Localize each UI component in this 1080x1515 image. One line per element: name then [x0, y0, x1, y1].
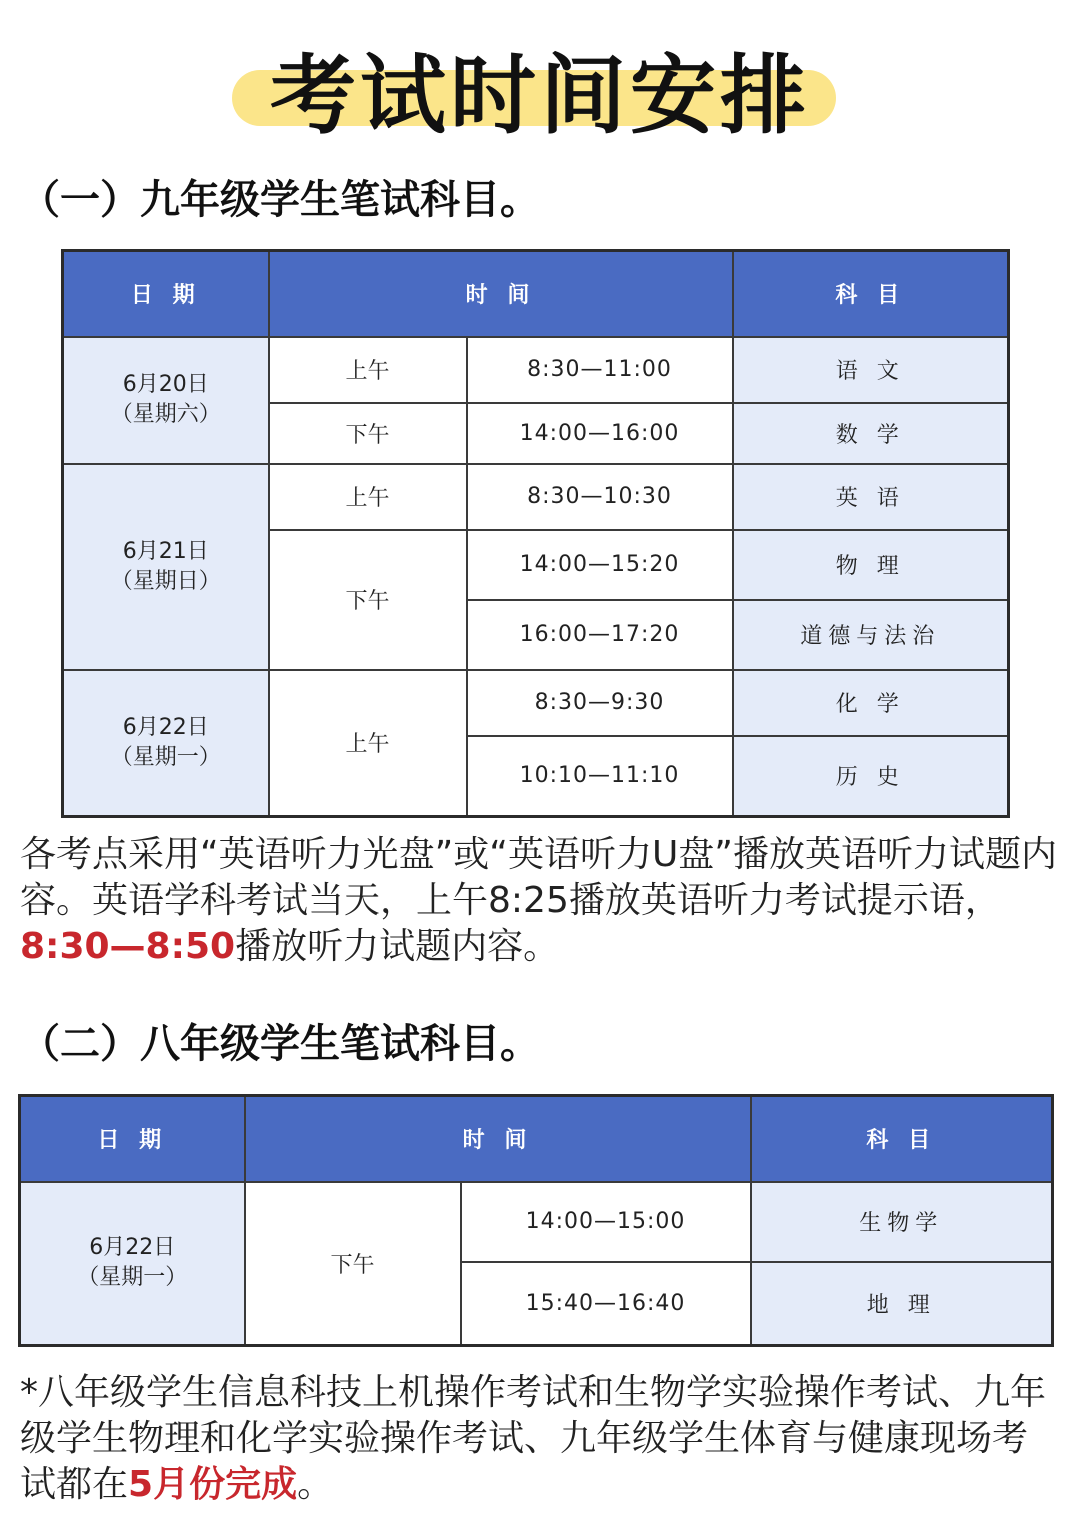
date-text: 6月20日	[122, 372, 209, 397]
table-row	[63, 670, 1009, 736]
section2-heading: （二）八年级学生笔试科目。	[20, 1021, 540, 1067]
weekday-text: （星期日）	[110, 568, 221, 594]
grade9-schedule-table	[61, 249, 1010, 818]
table-row	[63, 464, 1009, 530]
period-cell: 上午	[269, 337, 467, 403]
subject-cell: 地 理	[751, 1262, 1053, 1346]
date-text: 6月21日	[122, 538, 209, 564]
time-cell: 16:00—17:20	[467, 600, 733, 670]
header-date: 日 期	[20, 1096, 245, 1182]
note-text-end: 播放听力试题内容。	[235, 926, 560, 967]
footnote	[20, 1370, 1060, 1508]
time-cell: 14:00—15:20	[467, 530, 733, 600]
section1-note	[20, 832, 1060, 970]
table-row	[20, 1182, 1053, 1262]
date-cell	[63, 337, 269, 464]
note-highlight: 8:30—8:50	[20, 926, 236, 967]
weekday-text: （星期六）	[110, 402, 221, 427]
time-cell: 8:30—10:30	[467, 464, 733, 530]
date-text: 6月22日	[89, 1235, 176, 1261]
period-cell: 上午	[269, 464, 467, 530]
footnote-text: *八年级学生信息科技上机操作考试和生物学实验操作考试、九年级学生物理和化学实验操作考试、九年级学生体育与健康现场考试都在	[20, 1372, 1047, 1505]
table-header-row	[63, 251, 1009, 337]
table-header-row	[20, 1096, 1053, 1182]
note-text: 各考点采用“英语听力光盘”或“英语听力U盘”播放英语听力试题内容。英语学科考试当天，上午8:25播放英语听力考试提示语，	[20, 834, 1057, 921]
subject-cell: 物 理	[733, 530, 1009, 600]
footnote-highlight: 5月份完成	[128, 1464, 298, 1505]
header-time: 时 间	[269, 251, 733, 337]
weekday-text: （星期一）	[110, 744, 221, 770]
subject-cell: 数 学	[733, 403, 1009, 464]
subject-cell: 语 文	[733, 337, 1009, 403]
footnote-text-end: 。	[297, 1464, 334, 1505]
date-cell	[63, 670, 269, 817]
subject-cell: 历 史	[733, 736, 1009, 817]
title-banner	[0, 18, 1080, 146]
period-cell: 下午	[245, 1182, 461, 1346]
grade8-schedule-table	[18, 1094, 1054, 1347]
page-title: 考试时间安排	[270, 46, 810, 146]
time-cell: 8:30—11:00	[467, 337, 733, 403]
subject-cell: 化 学	[733, 670, 1009, 736]
weekday-text: （星期一）	[77, 1265, 188, 1291]
date-cell	[20, 1182, 245, 1346]
time-cell: 15:40—16:40	[461, 1262, 751, 1346]
subject-cell: 英 语	[733, 464, 1009, 530]
time-cell: 8:30—9:30	[467, 670, 733, 736]
header-subject: 科 目	[751, 1096, 1053, 1182]
date-text: 6月22日	[122, 714, 209, 740]
period-cell: 下午	[269, 403, 467, 464]
date-cell	[63, 464, 269, 670]
section1-heading: （一）九年级学生笔试科目。	[20, 177, 540, 223]
table-row	[63, 337, 1009, 403]
time-cell: 14:00—15:00	[461, 1182, 751, 1262]
header-subject: 科 目	[733, 251, 1009, 337]
subject-cell: 生物学	[751, 1182, 1053, 1262]
subject-cell: 道德与法治	[733, 600, 1009, 670]
header-time: 时 间	[245, 1096, 751, 1182]
header-date: 日 期	[63, 251, 269, 337]
time-cell: 14:00—16:00	[467, 403, 733, 464]
time-cell: 10:10—11:10	[467, 736, 733, 817]
period-cell: 上午	[269, 670, 467, 817]
period-cell: 下午	[269, 530, 467, 670]
